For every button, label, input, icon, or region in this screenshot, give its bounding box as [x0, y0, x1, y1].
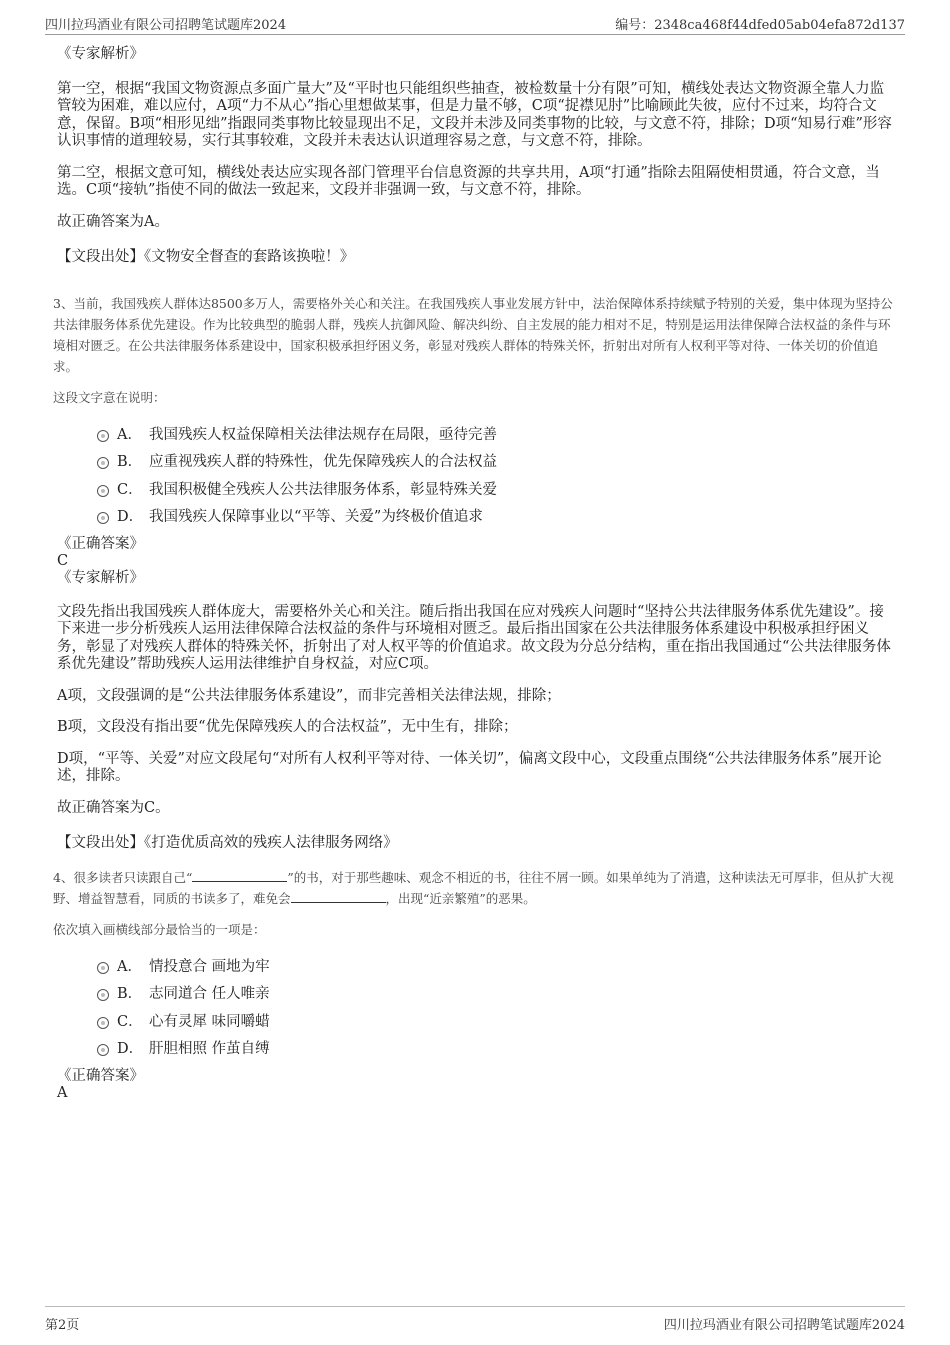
radio-icon[interactable]	[97, 457, 109, 469]
q2-analysis-para1: 第一空，根据“我国文物资源点多面广量大”及“平时也只能组织些抽查，被检数量十分有限”可知，横线处表达文物资源全靠人力监管较为困难，难以应付，A项“力不从心”指心里想做某事，但是力量不够，C项“捉襟见肘”比喻顾此失彼，应付不过来，均符合文意，保留。B项“相形见绌”指跟同类事物比较显现出不足，文段并未涉及同类事物的比较，与文意不符，排除；D项“知易行难”形容认识事情的道理较易，实行其事较难，文段并未表达认识道理容易之意，与文意不符，排除。	[57, 80, 892, 149]
q3-option-b[interactable]: B． 应重视残疾人群的特殊性，优先保障残疾人的合法权益	[57, 449, 897, 477]
fill-blank-2	[291, 890, 386, 903]
fill-blank-1	[192, 869, 287, 882]
header-title: 四川拉玛酒业有限公司招聘笔试题库2024	[45, 18, 287, 33]
q3-analysis-b: B项，文段没有指出要“优先保障残疾人的合法权益”，无中生有，排除；	[57, 719, 518, 735]
q3-expert-label: 《专家解析》	[57, 569, 144, 586]
q4-options	[57, 954, 897, 1064]
q4-stem: 4、很多读者只读跟自己“ ”的书，对于那些趣味、观念不相近的书，往往不屑一顾。如果单纯为了消遣，这种读法无可厚非，但从扩大视野、增益智慧看，同质的书读多了，难免会 ，出现“近亲繁殖”的恶果。	[53, 869, 894, 906]
q4-question: 依次填入画横线部分最恰当的一项是：	[53, 921, 266, 937]
q3-option-a[interactable]: A． 我国残疾人权益保障相关法律法规存在局限，亟待完善	[57, 422, 897, 450]
q2-source: 【文段出处】《文物安全督查的套路该换啦！》	[57, 249, 355, 265]
q3-question: 这段文字意在说明：	[53, 389, 166, 405]
q2-analysis-para2: 第二空，根据文意可知，横线处表达应实现各部门管理平台信息资源的共享共用，A项“打通”指除去阻隔使相贯通，符合文意，当选。C项“接轨”指使不同的做法一致起来，文段并非强调一致，与文意不符，排除。	[57, 164, 880, 198]
page-content	[53, 46, 897, 1102]
q3-option-c[interactable]: C． 我国积极健全残疾人公共法律服务体系，彰显特殊关爱	[57, 477, 897, 505]
radio-icon[interactable]	[97, 512, 109, 524]
q2-expert-label: 《专家解析》	[57, 46, 144, 62]
radio-icon[interactable]	[97, 1017, 109, 1029]
q3-answer-label: 《正确答案》	[57, 535, 144, 552]
q4-option-d[interactable]: D． 肝胆相照 作茧自缚	[57, 1036, 897, 1064]
q3-analysis-d: D项，“平等、关爱”对应文段尾句“对所有人权利平等对待、一体关切”，偏离文段中心，文段重点围绕“公共法律服务体系”展开论述，排除。	[57, 750, 882, 784]
radio-icon[interactable]	[97, 1044, 109, 1056]
q3-options	[57, 422, 897, 532]
radio-icon[interactable]	[97, 989, 109, 1001]
q3-source: 【文段出处】《打造优质高效的残疾人法律服务网络》	[57, 835, 398, 851]
q4-answer-label: 《正确答案》	[57, 1067, 144, 1084]
page-header	[45, 10, 905, 35]
q2-conclusion: 故正确答案为A。	[57, 213, 169, 230]
q3-answer: C	[57, 552, 69, 569]
q4-option-a[interactable]: A． 情投意合 画地为牢	[57, 954, 897, 982]
radio-icon[interactable]	[97, 485, 109, 497]
radio-icon[interactable]	[97, 962, 109, 974]
page-footer	[45, 1306, 905, 1337]
q3-option-d[interactable]: D． 我国残疾人保障事业以“平等、关爱”为终极价值追求	[57, 504, 897, 532]
q3-analysis-para1: 文段先指出我国残疾人群体庞大，需要格外关心和关注。随后指出我国在应对残疾人问题时“坚持公共法律服务体系优先建设”。接下来进一步分析残疾人运用法律保障合法权益的条件与环境相对匮乏。最后指出国家在公共法律服务体系建设中积极承担纾困义务，彰显了对残疾人群体的特殊关怀，折射出了对人权平等的价值追求。故文段为分总分结构，重在指出我国通过“公共法律服务体系优先建设”帮助残疾人运用法律维护自身权益，对应C项。	[57, 603, 891, 672]
q3-stem: 3、当前，我国残疾人群体达8500多万人，需要格外关心和关注。在我国残疾人事业发展方针中，法治保障体系持续赋予特别的关爱，集中体现为坚持公共法律服务体系优先建设。作为比较典型的脆弱人群，残疾人抗御风险、解决纠纷、自主发展的能力相对不足，特别是运用法律保障合法权益的条件与环境相对匮乏。在公共法律服务体系建设中，国家积极承担纾困义务，彰显对残疾人群体的特殊关怀，折射出对所有人权利平等对待、一体关切的价值追求。	[53, 295, 893, 374]
q3-conclusion: 故正确答案为C。	[57, 799, 170, 816]
q4-answer: A	[57, 1084, 68, 1101]
serial-label: 编号：	[615, 18, 655, 33]
radio-icon[interactable]	[97, 430, 109, 442]
q4-option-b[interactable]: B． 志同道合 任人唯亲	[57, 981, 897, 1009]
footer-title: 四川拉玛酒业有限公司招聘笔试题库2024	[663, 1318, 905, 1333]
serial-number: 2348ca468f44dfed05ab04efa872d137	[654, 18, 905, 33]
q4-option-c[interactable]: C． 心有灵犀 味同嚼蜡	[57, 1009, 897, 1037]
q3-analysis-a: A项，文段强调的是“公共法律服务体系建设”，而非完善相关法律法规，排除；	[57, 687, 561, 704]
header-serial	[615, 14, 905, 33]
page-number: 第2页	[45, 1318, 80, 1333]
